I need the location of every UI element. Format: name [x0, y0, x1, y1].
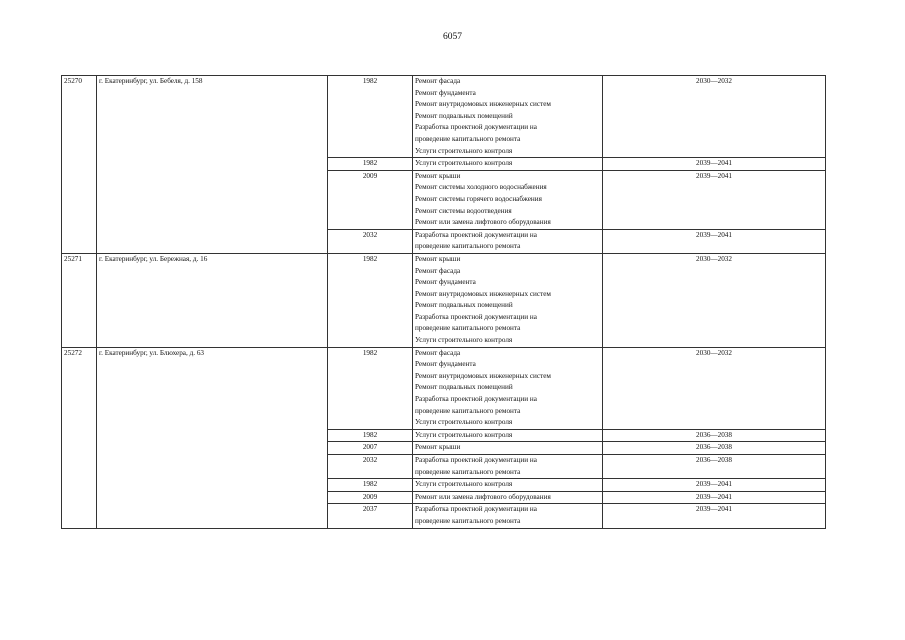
- capital-repair-table: [61, 75, 826, 529]
- work-type-line: Ремонт или замена лифтового оборудования: [415, 492, 551, 501]
- work-types: [413, 504, 603, 528]
- table-body: [62, 76, 826, 529]
- work-type-line: Ремонт крыши: [415, 443, 461, 452]
- work-type-line: проведение капитального ремонта: [415, 516, 521, 525]
- work-type-line: проведение капитального ремонта: [415, 242, 521, 251]
- record-address: г. Екатеринбург, ул. Блюхера, д. 63: [97, 347, 328, 528]
- table-row: [62, 347, 826, 429]
- work-types: [413, 442, 603, 455]
- work-type-line: Ремонт фундамента: [415, 360, 476, 369]
- work-type-line: Разработка проектной документации на: [415, 312, 537, 321]
- work-type-line: проведение капитального ремонта: [415, 324, 521, 333]
- work-types: [413, 170, 603, 229]
- work-type-line: Ремонт крыши: [415, 171, 461, 180]
- page-number: 6057: [443, 32, 462, 42]
- work-type-line: Ремонт системы водоотведения: [415, 206, 512, 215]
- work-type-line: Ремонт фасада: [415, 77, 461, 85]
- commission-year: 1982: [328, 479, 413, 492]
- work-type-line: Ремонт подвальных помещений: [415, 301, 513, 310]
- work-type-line: Ремонт фундамента: [415, 278, 476, 287]
- commission-year: 2037: [328, 504, 413, 528]
- work-type-line: проведение капитального ремонта: [415, 467, 521, 476]
- work-type-line: Ремонт внутридомовых инженерных систем: [415, 371, 551, 380]
- work-type-line: Разработка проектной документации на: [415, 123, 537, 132]
- commission-year: 2009: [328, 491, 413, 504]
- table-row: [62, 76, 826, 158]
- work-types: [413, 491, 603, 504]
- work-type-line: Ремонт системы холодного водоснабжения: [415, 183, 547, 192]
- work-types: [413, 158, 603, 171]
- work-type-line: Разработка проектной документации на: [415, 230, 537, 239]
- commission-year: 2032: [328, 455, 413, 479]
- work-type-line: Услуги строительного контроля: [415, 336, 513, 345]
- work-type-line: Ремонт системы горячего водоснабжения: [415, 194, 542, 203]
- work-types: [413, 76, 603, 158]
- planned-period: 2039—2041: [603, 479, 826, 492]
- work-types: [413, 455, 603, 479]
- work-type-line: Разработка проектной документации на: [415, 395, 537, 404]
- work-type-line: Ремонт фундамента: [415, 88, 476, 97]
- planned-period: 2039—2041: [603, 170, 826, 229]
- table-row: [62, 253, 826, 347]
- work-type-line: Услуги строительного контроля: [415, 159, 513, 168]
- work-type-line: проведение капитального ремонта: [415, 134, 521, 143]
- planned-period: 2039—2041: [603, 504, 826, 528]
- planned-period: 2036—2038: [603, 455, 826, 479]
- work-type-line: Ремонт внутридомовых инженерных систем: [415, 289, 551, 298]
- commission-year: 1982: [328, 253, 413, 347]
- commission-year: 1982: [328, 347, 413, 429]
- record-id: 25270: [62, 76, 97, 254]
- commission-year: 1982: [328, 429, 413, 442]
- work-type-line: Услуги строительного контроля: [415, 480, 513, 489]
- work-type-line: Ремонт фасада: [415, 266, 461, 275]
- work-types: [413, 229, 603, 253]
- planned-period: 2030—2032: [603, 76, 826, 158]
- work-type-line: Услуги строительного контроля: [415, 418, 513, 427]
- work-types: [413, 429, 603, 442]
- work-type-line: Ремонт внутридомовых инженерных систем: [415, 100, 551, 109]
- work-type-line: Ремонт или замена лифтового оборудования: [415, 218, 551, 227]
- commission-year: 2007: [328, 442, 413, 455]
- commission-year: 1982: [328, 158, 413, 171]
- commission-year: 2009: [328, 170, 413, 229]
- work-type-line: Услуги строительного контроля: [415, 146, 513, 155]
- work-types: [413, 253, 603, 347]
- record-id: 25271: [62, 253, 97, 347]
- record-address: г. Екатеринбург, ул. Бережная, д. 16: [97, 253, 328, 347]
- work-type-line: Ремонт крыши: [415, 254, 461, 263]
- work-types: [413, 347, 603, 429]
- work-type-line: Услуги строительного контроля: [415, 430, 513, 439]
- work-type-line: Ремонт подвальных помещений: [415, 383, 513, 392]
- planned-period: 2036—2038: [603, 429, 826, 442]
- record-id: 25272: [62, 347, 97, 528]
- planned-period: 2030—2032: [603, 253, 826, 347]
- work-type-line: Ремонт фасада: [415, 348, 461, 357]
- planned-period: 2039—2041: [603, 229, 826, 253]
- planned-period: 2039—2041: [603, 158, 826, 171]
- work-types: [413, 479, 603, 492]
- commission-year: 1982: [328, 76, 413, 158]
- work-type-line: Разработка проектной документации на: [415, 505, 537, 514]
- planned-period: 2036—2038: [603, 442, 826, 455]
- planned-period: 2030—2032: [603, 347, 826, 429]
- planned-period: 2039—2041: [603, 491, 826, 504]
- record-address: г. Екатеринбург, ул. Бебеля, д. 158: [97, 76, 328, 254]
- commission-year: 2032: [328, 229, 413, 253]
- work-type-line: Разработка проектной документации на: [415, 456, 537, 464]
- work-type-line: проведение капитального ремонта: [415, 406, 521, 415]
- work-type-line: Ремонт подвальных помещений: [415, 111, 513, 120]
